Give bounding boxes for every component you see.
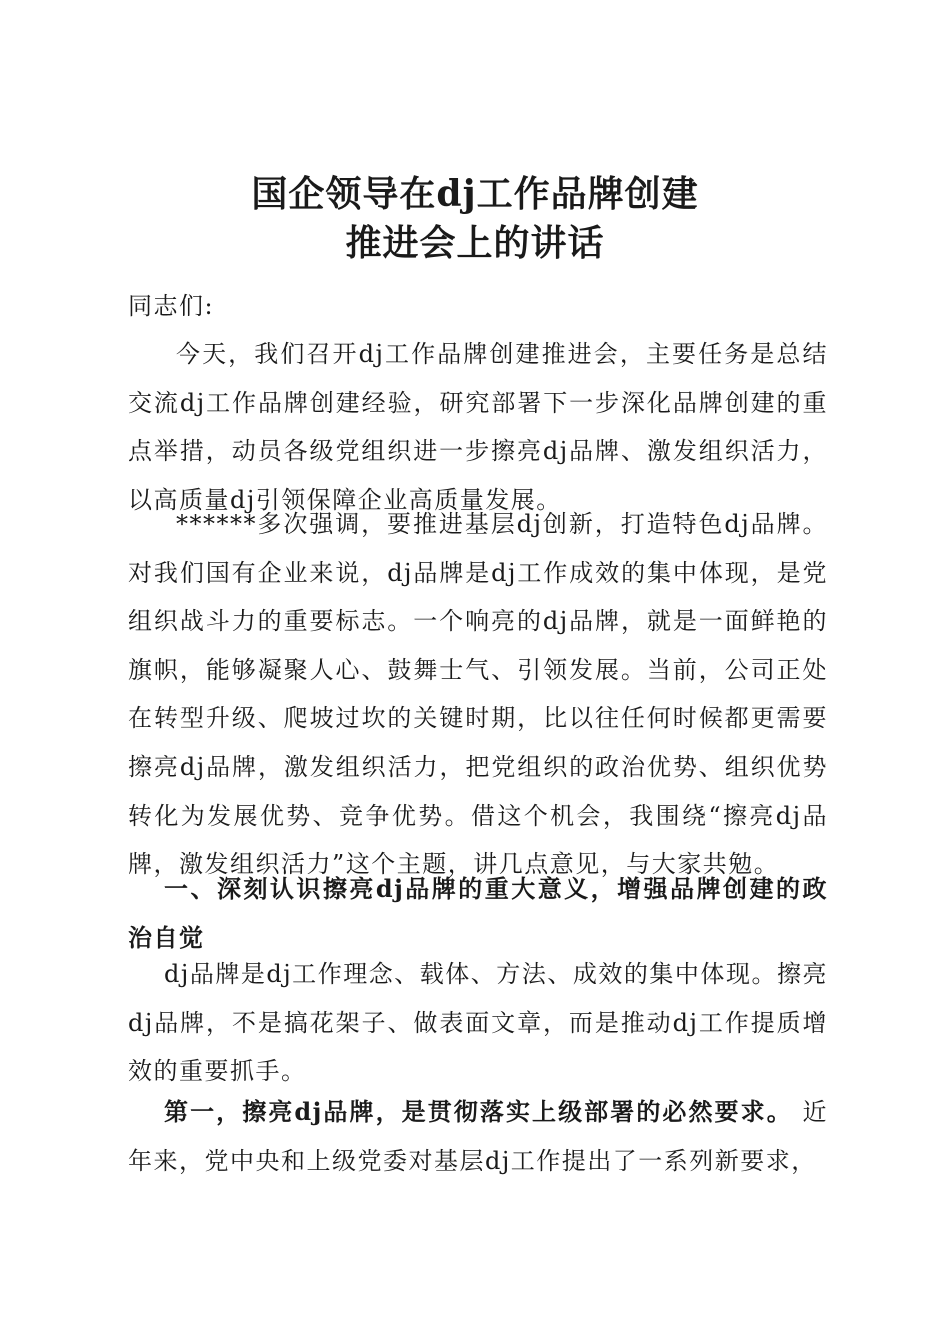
paragraph-2: ******多次强调，要推进基层dj创新，打造特色dj品牌。对我们国有企业来说，dj品牌是dj工作成效的集中体现，是党组织战斗力的重要标志。一个响亮的dj品牌，就是一面鲜艳的旗帜，能够凝聚人心、鼓舞士气、引领发展。当前，公司正处在转型升级、爬坡过坎的关键时期，比以往任何时候都更需要擦亮dj品牌，激发组织活力，把党组织的政治优势、组织优势转化为发展优势、竞争优势。借这个机会，我围绕“擦亮dj品牌，激发组织活力”这个主题，讲几点意见，与大家共勉。 [128, 510, 828, 879]
paragraph-4 [128, 1088, 828, 1185]
section-heading-1: 一、深刻认识擦亮dj品牌的重大意义，增强品牌创建的政治自觉 [128, 874, 828, 952]
paragraph-1: 今天，我们召开dj工作品牌创建推进会，主要任务是总结交流dj工作品牌创建经验，研究部署下一步深化品牌创建的重点举措，动员各级党组织进一步擦亮dj品牌、激发组织活力，以高质量dj引领保障企业高质量发展。 [128, 340, 828, 514]
document-title-line-1: 国企领导在dj工作品牌创建 [251, 173, 699, 215]
paragraph-4-rest: 近年来，党中央和上级党委对基层dj工作提出了一系列新要求， [128, 1098, 828, 1175]
salutation: 同志们: [128, 292, 215, 320]
paragraph-4-lead: 第一，擦亮dj品牌，是贯彻落实上级部署的必然要求。 [164, 1097, 793, 1126]
document-title-line-2: 推进会上的讲话 [345, 222, 605, 264]
paragraph-3: dj品牌是dj工作理念、载体、方法、成效的集中体现。擦亮dj品牌，不是搞花架子、做表面文章，而是推动dj工作提质增效的重要抓手。 [128, 960, 828, 1086]
